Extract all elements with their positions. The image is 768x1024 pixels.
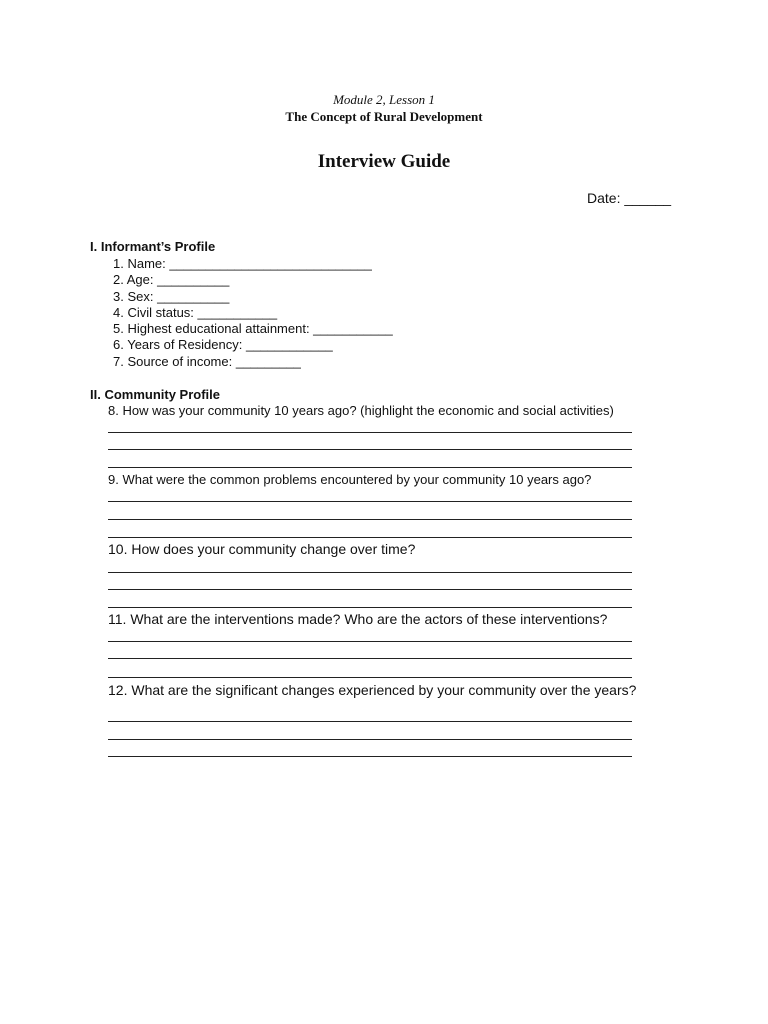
profile-item-income: 7. Source of income: _________: [113, 354, 301, 369]
answer-line: [108, 589, 632, 590]
answer-line: [108, 537, 632, 538]
section-heading-community-profile: II. Community Profile: [90, 387, 221, 402]
profile-item-civil-status: 4. Civil status: ___________: [113, 305, 278, 320]
answer-line: [108, 501, 632, 502]
date-field: Date: ______: [587, 190, 672, 206]
question-12: 12. What are the significant changes experienced by your community over the years?: [108, 682, 637, 698]
profile-item-age: 2. Age: __________: [113, 272, 230, 287]
question-11: 11. What are the interventions made? Who are the actors of these interventions?: [108, 611, 608, 627]
answer-line: [108, 432, 632, 433]
lesson-title: The Concept of Rural Development: [285, 109, 483, 124]
profile-item-residency: 6. Years of Residency: ____________: [113, 337, 333, 352]
answer-line: [108, 658, 632, 659]
module-label: Module 2, Lesson 1: [333, 92, 435, 107]
answer-line: [108, 641, 632, 642]
profile-item-sex: 3. Sex: __________: [113, 289, 230, 304]
section-heading-informant-profile: I. Informant’s Profile: [90, 239, 216, 254]
profile-item-name: 1. Name: ____________________________: [113, 256, 372, 271]
question-8: 8. How was your community 10 years ago? (highlight the economic and social activities): [108, 403, 614, 418]
answer-line: [108, 607, 632, 608]
answer-line: [108, 721, 632, 722]
answer-line: [108, 449, 632, 450]
profile-item-education: 5. Highest educational attainment: ___________: [113, 321, 393, 336]
answer-line: [108, 756, 632, 757]
answer-line: [108, 677, 632, 678]
answer-line: [108, 572, 632, 573]
answer-line: [108, 519, 632, 520]
page-title: Interview Guide: [317, 151, 451, 172]
answer-line: [108, 739, 632, 740]
question-9: 9. What were the common problems encountered by your community 10 years ago?: [108, 472, 592, 487]
answer-line: [108, 467, 632, 468]
question-10: 10. How does your community change over time?: [108, 541, 416, 557]
